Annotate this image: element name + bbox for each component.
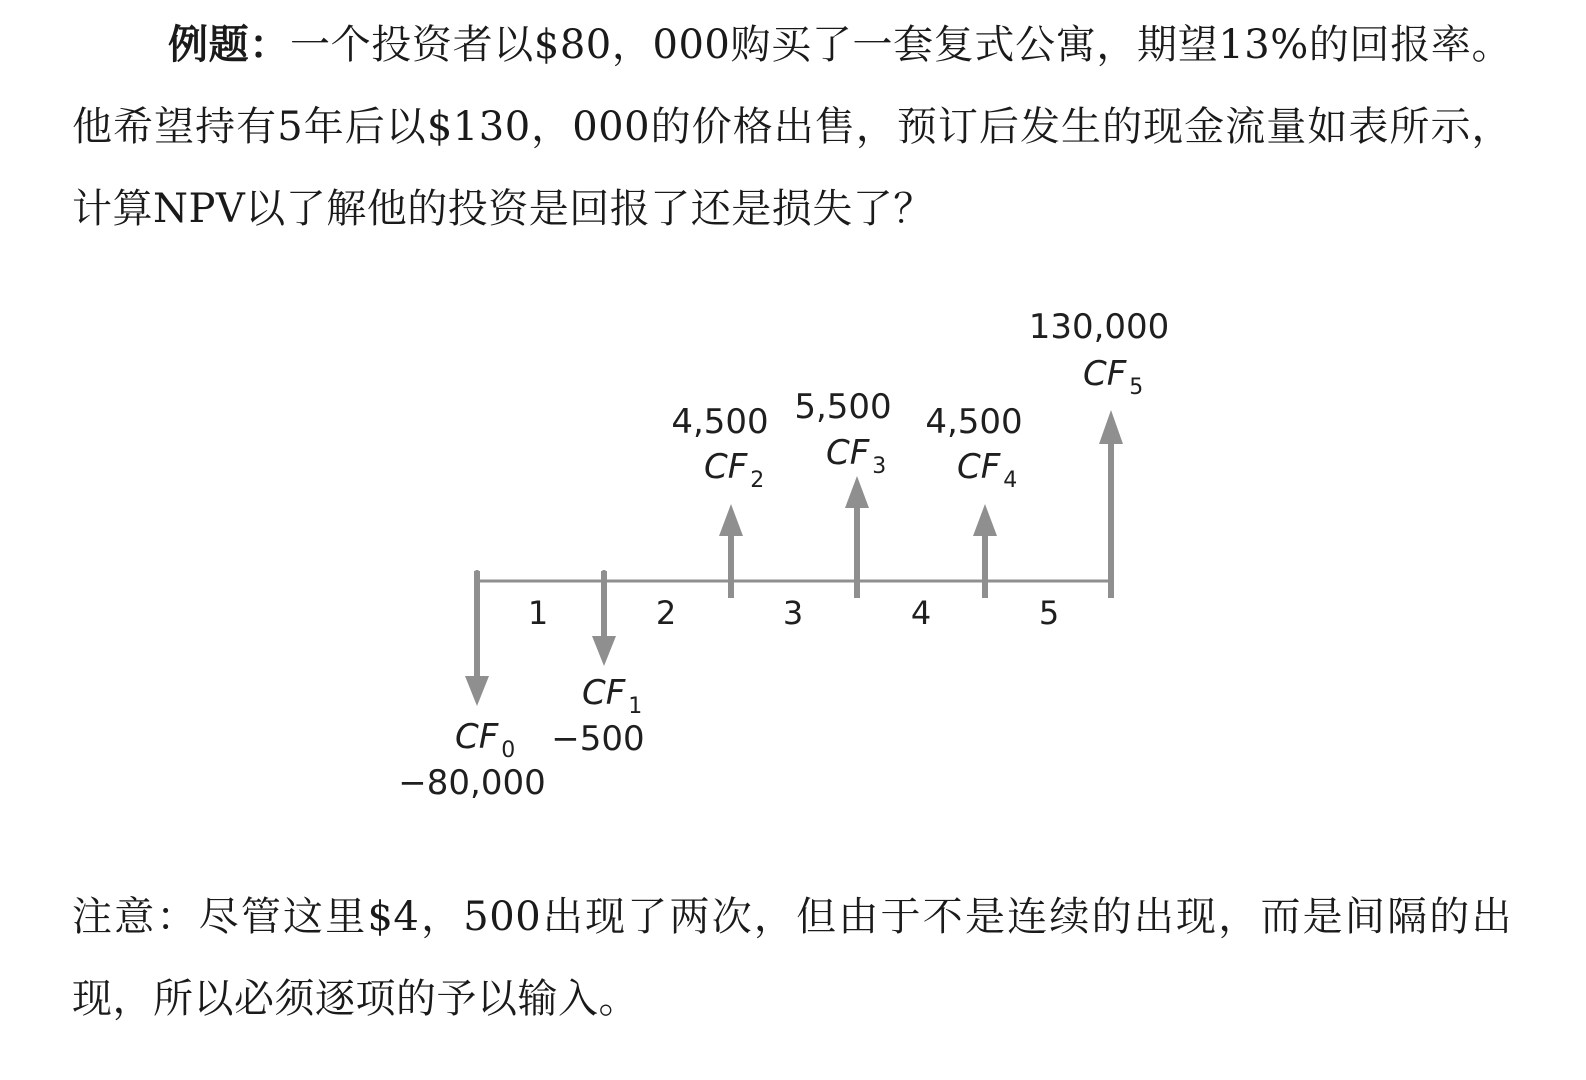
cf1-arrowhead: [592, 636, 616, 666]
cf3-subscript: 3: [872, 454, 887, 479]
period-label-2: 2: [655, 594, 677, 632]
period-label-3: 3: [782, 594, 804, 632]
cf1-name: CF: [582, 673, 626, 713]
cf0-arrowhead: [465, 676, 489, 706]
cf0-subscript: 0: [501, 738, 516, 763]
problem-text: 一个投资者以$80，000购买了一套复式公寓，期望13%的回报率。他希望持有5年后以$130，000的价格出售，预订后发生的现金流量如表所示，计算NPV以了解他的投资是回报了还是损失了？: [72, 22, 1513, 232]
cf3-label: [826, 433, 886, 479]
period-label-5: 5: [1038, 594, 1060, 632]
problem-label: 例题：: [168, 21, 290, 68]
cf3-name: CF: [826, 433, 870, 473]
period-label-1: 1: [527, 594, 549, 632]
cf3-arrowhead: [845, 476, 869, 508]
cf5-label: [1083, 354, 1143, 400]
cf0-name: CF: [455, 717, 499, 757]
note-label: 注意：: [72, 894, 199, 940]
cf4-label: [957, 447, 1017, 493]
note-paragraph: [72, 876, 1512, 1040]
cf1-label: [582, 673, 642, 719]
cf1-subscript: 1: [628, 694, 643, 719]
cf2-subscript: 2: [750, 468, 765, 493]
cf5-subscript: 5: [1129, 375, 1144, 400]
cf0-value: −80,000: [398, 763, 546, 803]
cf4-arrowhead: [973, 504, 997, 536]
period-label-4: 4: [910, 594, 932, 632]
cf1-value: −500: [551, 719, 645, 759]
note-text: 尽管这里$4，500出现了两次，但由于不是连续的出现，而是间隔的出现，所以必须逐项的予以输入。: [72, 894, 1513, 1022]
cf2-name: CF: [704, 447, 748, 487]
cf2-value: 4,500: [671, 402, 769, 442]
cf0-label: [455, 717, 515, 763]
cf2-arrowhead: [719, 504, 743, 536]
cf4-subscript: 4: [1003, 468, 1018, 493]
cf5-arrowhead: [1099, 410, 1123, 444]
cf3-value: 5,500: [794, 387, 892, 427]
cf4-name: CF: [957, 447, 1001, 487]
cf4-value: 4,500: [925, 402, 1023, 442]
cf5-name: CF: [1083, 354, 1127, 394]
cf5-value: 130,000: [1028, 307, 1170, 347]
cf2-label: [704, 447, 764, 493]
